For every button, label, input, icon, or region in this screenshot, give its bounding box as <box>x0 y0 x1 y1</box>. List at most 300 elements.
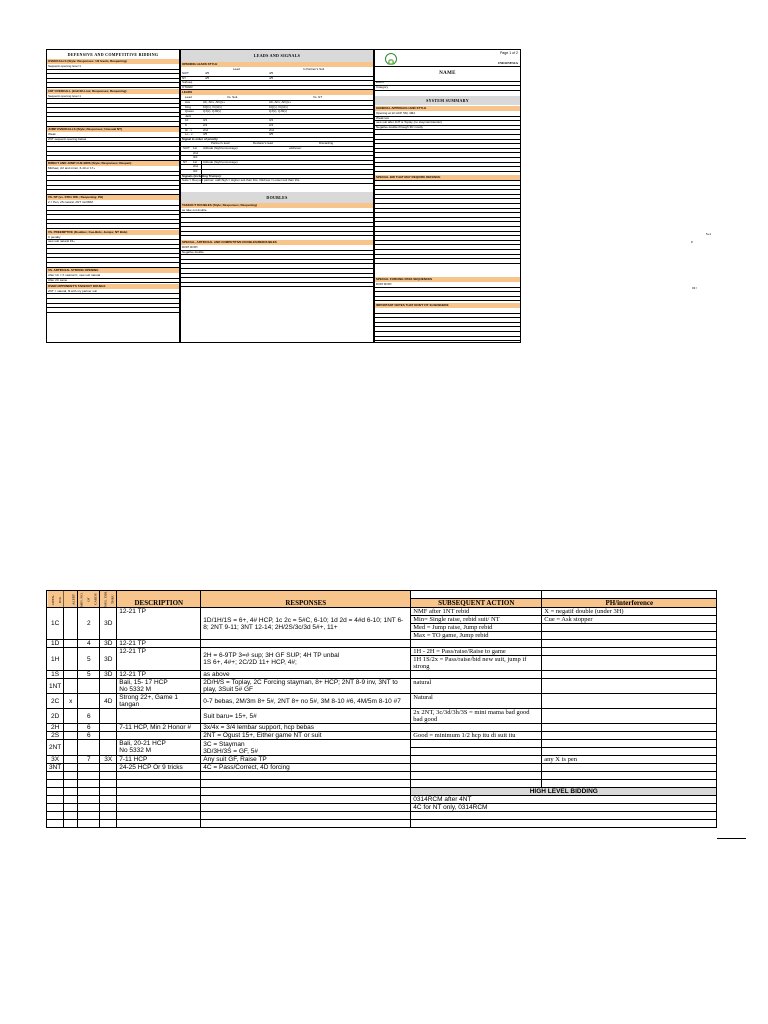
leads-vline <box>201 160 202 183</box>
neg-dbl-cell <box>100 740 117 756</box>
leads-row-label: 9 <box>185 123 187 127</box>
system-row <box>47 709 717 724</box>
blank-cell <box>47 804 64 812</box>
description-cell: Bali, 20-21 HCP No 5332 M <box>117 740 201 756</box>
high-level-line: 0314RCM after 4NT <box>411 796 717 804</box>
blank-cell <box>47 788 64 796</box>
col-responses: RESPONSES <box>201 591 411 608</box>
neg-dbl-cell: 3D <box>100 608 117 640</box>
leads-row-label: Queen <box>185 109 195 114</box>
leads-row-nt: 2/4 <box>269 123 274 127</box>
general-approach-header: GENERAL APPROACH AND STYLE <box>375 106 520 111</box>
section-line: After 2C same <box>47 278 179 284</box>
important-notes-header: IMPORTANT NOTES THAT DON'T FIT ELSEWHERE <box>375 303 520 308</box>
blank-cell <box>64 788 78 796</box>
opening-cell: 2S <box>47 732 64 740</box>
leads-header: LEADS <box>181 90 373 95</box>
alert-cell <box>64 724 78 732</box>
special-bids-header: SPECIAL BID THAT MAY REQUIRE DEFENCE <box>375 175 520 180</box>
system-row <box>47 679 717 694</box>
interference-cell <box>542 671 717 679</box>
responses-cell: 2D/H/S = Toplay, 2C Forcing stayman, 8+ HCP; 2NT 8-9 inv, 3NT to play, 3Suit 5# GF <box>201 679 411 694</box>
section-header: 1NT OVERCALL (2nd/4th Live; Responses; Reopening) <box>47 89 179 94</box>
leads-row-nt: 3/4 <box>269 118 274 123</box>
section-line: Sequenti opening level 1 <box>47 64 179 70</box>
blank-cell <box>542 772 717 780</box>
col-opening: OPEN-ING <box>47 591 64 608</box>
neg-dbl-cell <box>100 679 117 694</box>
responses-cell: 0-7 bebas, 2M/3m 8+ 5#, 2NT 8+ no 5#, 3M 8-10 #6, 4M/5m 8-10 #7 <box>201 694 411 709</box>
leads-col-nt: Vs. NT <box>313 95 323 100</box>
leads-row-suit: KQ(x), KQJ(x) <box>203 104 222 109</box>
subsequent-cell: Max = TO game, Jump rebid <box>411 632 542 640</box>
blank-cell <box>201 796 411 804</box>
description-cell: 7-11 HCP <box>117 756 201 764</box>
opening-cell: 2D <box>47 709 64 724</box>
lead-row-lead: 4/5 <box>205 71 210 75</box>
subsequent-cell <box>411 764 542 772</box>
leads-row-nt: KQ(x), KQJ(x) <box>269 104 288 109</box>
responses-cell: Suit baru= 15+, 5# <box>201 709 411 724</box>
system-row <box>47 608 717 616</box>
blank-cell <box>100 820 117 828</box>
leads-row-suit: 3/4 <box>203 118 208 123</box>
alert-cell <box>64 732 78 740</box>
responses-cell: 3x/4x = 3/4 lembar support, hcp bebas <box>201 724 411 732</box>
leads-col-lead: Lead <box>185 95 192 100</box>
high-level-row <box>47 820 717 828</box>
general-approach-line: Weak two <box>375 116 520 122</box>
min-cards-cell <box>78 694 100 709</box>
blank-cell <box>117 820 201 828</box>
col-interference: PH/interference <box>542 599 717 608</box>
neg-dbl-cell <box>100 724 117 732</box>
interference-cell <box>542 732 717 740</box>
signal-row-partner: Attitude (high=encourage) <box>203 146 238 150</box>
section-header: VS. ARTIFICIAL STRONG OPENING <box>47 268 179 273</box>
subsequent-cell: Min= Single raise, rebid suit/ NT <box>411 616 542 624</box>
opening-cell: 1C <box>47 608 64 640</box>
section-line: X penalty <box>47 235 179 241</box>
lead-col-header: Lead <box>233 67 240 71</box>
blank-cell <box>100 772 117 780</box>
system-row <box>47 671 717 679</box>
col-sub-top <box>411 591 542 599</box>
neg-dbl-cell: 3D <box>100 671 117 679</box>
section-header: DIRECT AND JUMP CUE BIDS (Style; Responses; Reopen) <box>47 161 179 166</box>
blank-cell <box>201 812 411 820</box>
blank-cell <box>100 812 117 820</box>
leads-row-label: King <box>185 104 192 109</box>
general-approach-line: Negative double through 3D mostly <box>375 125 520 131</box>
alert-cell <box>64 671 78 679</box>
alert-cell <box>64 756 78 764</box>
min-cards-cell <box>78 740 100 756</box>
opening-cell: 2NT <box>47 740 64 756</box>
blank-cell <box>201 780 411 788</box>
interference-cell <box>542 632 717 640</box>
responses-cell: 2H = 6-9TP 3=# sup; 3H GF SUP; 4H TP unbal 1S 6+, 4#+; 2C/2D 11+ HCP, 4#; <box>201 648 411 671</box>
alert-cell <box>64 764 78 772</box>
signals-trumps-text: Suits = Req suit partner: odd=high = Higher suit than this; Odd low = Lower suit than this <box>181 178 373 184</box>
margin-note-2: # <box>691 240 693 244</box>
blank-cell <box>411 780 542 788</box>
signal-row-label: 3rd <box>193 169 198 173</box>
defensive-bidding-panel <box>46 49 180 343</box>
blank-cell <box>78 804 100 812</box>
blank-cell <box>78 796 100 804</box>
defensive-bidding-title: DEFENSIVE AND COMPETITIVE BIDDING <box>47 52 179 58</box>
blank-cell <box>100 788 117 796</box>
interference-cell <box>542 764 717 772</box>
min-cards-cell: 2 <box>78 608 100 640</box>
opening-cell: 1H <box>47 648 64 671</box>
special-doubles-header: SPECIAL, ARTIFICIAL AND COMPETITIVE DOUBLES/REDOUBLES <box>181 240 373 245</box>
special-bids-line <box>375 258 520 264</box>
leads-row-label: 10 <box>185 118 189 123</box>
system-row <box>47 764 717 772</box>
interference-cell <box>542 624 717 632</box>
col-ph-top <box>542 591 717 599</box>
section-line: 2 = Pen, 2S natural, 2NT ron6MM <box>47 200 179 206</box>
category-field: Category <box>375 85 520 91</box>
description-cell: 12-21 TP <box>117 640 201 648</box>
system-row <box>47 648 717 656</box>
neg-dbl-cell: 3D <box>100 648 117 671</box>
min-cards-cell: 5 <box>78 671 100 679</box>
leads-row-label: Jack <box>185 113 192 118</box>
col-alert: ALERT <box>64 591 78 608</box>
forcing-pass-header: SPECIAL FORCING PASS SEQUENCES <box>375 277 520 282</box>
takeout-header: TAKEOUT DOUBLES (Style; Responses; Reopening) <box>181 203 373 208</box>
leads-row-label: Hi - x <box>185 127 192 132</box>
interference-cell <box>542 709 717 724</box>
min-cards-cell: 6 <box>78 724 100 732</box>
opening-leads-style-header: OPENING LEADS STYLE <box>181 62 373 67</box>
signal-row-label: 2nd <box>193 164 199 169</box>
forcing-pass-line <box>375 296 520 302</box>
leads-row-suit: 3/5 <box>203 132 208 137</box>
system-row <box>47 756 717 764</box>
lead-row-partner: 4/5 <box>269 75 274 80</box>
neg-dbl-cell <box>100 764 117 772</box>
section-line: After 1C = X natural C, new suit natural <box>47 273 179 279</box>
lead-row-label: Subseq. <box>182 80 194 85</box>
country-label: INDONESIA <box>498 61 518 65</box>
right-margin-line <box>717 838 746 839</box>
leads-row-label: Lo - x <box>185 132 193 137</box>
blank-cell <box>117 796 201 804</box>
signals-trumps-header: Signals (including Trumps): <box>181 174 373 180</box>
section-line <box>47 262 179 268</box>
opening-cell: 2H <box>47 724 64 732</box>
responses-cell <box>201 640 411 648</box>
leads-row-suit: QJ(x), QJ9(x) <box>203 109 221 114</box>
subsequent-cell: Med = Jump raise, Jump rebid <box>411 624 542 632</box>
high-level-row <box>47 804 717 812</box>
logo-icon <box>385 53 397 65</box>
min-cards-cell: 5 <box>78 648 100 671</box>
interference-cell <box>542 679 717 694</box>
signal-row-group: SUIT <box>183 146 190 150</box>
interference-cell: any X is pen <box>542 756 717 764</box>
blank-cell <box>78 812 100 820</box>
name-label: NAME <box>375 71 520 76</box>
leads-col-suit: Vs. Suit <box>227 95 238 100</box>
description-cell <box>117 709 201 724</box>
blank-cell <box>47 780 64 788</box>
neg-dbl-cell: 3D <box>100 640 117 648</box>
col-subsequent: SUBSEQUENT ACTION <box>411 599 542 608</box>
interference-cell <box>542 640 717 648</box>
interference-cell: Cue = Ask stopper <box>542 616 717 624</box>
interference-cell: X = negatif double (under 3H) <box>542 608 717 616</box>
min-cards-cell: 6 <box>78 732 100 740</box>
blank-cell <box>64 796 78 804</box>
col-min-cards: MIN. NO. OF CARDS <box>78 591 100 608</box>
leads-signals-title: LEADS AND SIGNALS <box>181 50 373 62</box>
signal-row-discard: odd/even <box>289 146 302 150</box>
description-cell: 7-11 HCP, Min 2 Honor # <box>117 724 201 732</box>
high-level-title-row <box>47 788 717 796</box>
blank-cell <box>47 812 64 820</box>
interference-cell <box>542 740 717 748</box>
system-row <box>47 724 717 732</box>
subsequent-cell: Good = minimum 1/2 hcp itu di suit itu <box>411 732 542 740</box>
special-doubles-line: Negative double <box>181 250 373 256</box>
margin-note-3: 03 / <box>692 286 698 290</box>
section-line <box>47 121 179 127</box>
general-approach-line: Opening at 12 HCP, 5M, 4M4 <box>375 111 520 117</box>
system-table-body <box>47 608 717 828</box>
subsequent-cell <box>411 640 542 648</box>
blank-cell <box>78 772 100 780</box>
signal-col-partner: Partner's lead <box>211 141 230 146</box>
blank-cell <box>201 772 411 780</box>
min-cards-cell: 7 <box>78 756 100 764</box>
responses-cell: 3C = Stayman 3D/3H/3S = GF, 5# <box>201 740 411 756</box>
system-row <box>47 694 717 709</box>
blank-cell <box>117 788 201 796</box>
takeout-line: as take out double <box>181 208 373 214</box>
blank-cell <box>47 796 64 804</box>
high-level-row <box>47 812 717 820</box>
alert-cell <box>64 709 78 724</box>
section-line <box>47 189 179 195</box>
col-neg-dbl: NEG. DBL THRU <box>100 591 117 608</box>
description-cell: 12-21 TP <box>117 648 201 671</box>
subsequent-cell <box>411 740 542 748</box>
subsequent-cell: 2x 2NT, 3c/3d/3h/3S = mini mama bad good bad good <box>411 709 542 724</box>
blank-cell <box>100 804 117 812</box>
blank-cell <box>411 772 542 780</box>
section-line: Weak <box>47 132 179 138</box>
system-row <box>47 732 717 740</box>
interference-cell <box>542 648 717 656</box>
blank-cell <box>117 812 201 820</box>
general-approach-line: new suit after 1NT is Toplay (no stayman/transfer) <box>375 120 520 126</box>
system-row <box>47 640 717 648</box>
leads-row-suit: 2nd <box>203 127 209 132</box>
leads-row-nt: 3/5 <box>269 132 274 137</box>
blank-row <box>47 772 717 780</box>
alert-cell <box>64 608 78 640</box>
signal-row-partner: Attitude (high=encourage) <box>203 159 238 164</box>
blank-cell <box>47 772 64 780</box>
subsequent-cell: natural <box>411 679 542 694</box>
section-line: Michael, ctrl and minor, 6-10 or 17+ <box>47 166 179 172</box>
description-cell: Strong 22+, Game 1 tangan <box>117 694 201 709</box>
blank-cell <box>78 820 100 828</box>
blank-cell <box>100 796 117 804</box>
subsequent-cell <box>411 748 542 756</box>
signal-row-label: 1st <box>193 146 198 150</box>
responses-cell: 4C = Pass/Correct, 4D forcing <box>201 764 411 772</box>
leads-row-suit: 2/4 <box>203 123 208 127</box>
responses-cell: 2NT = Ogust 15+, Either game NT or suit <box>201 732 411 740</box>
blank-cell <box>64 804 78 812</box>
description-cell: 12-21 TP <box>117 608 201 640</box>
opening-cell: 3X <box>47 756 64 764</box>
interference-cell <box>542 656 717 671</box>
alert-cell <box>64 648 78 671</box>
high-level-line: 4C for NT only, 0314RCM <box>411 804 717 812</box>
subsequent-cell <box>411 724 542 732</box>
lead-row-lead: 4/5 <box>205 75 210 80</box>
blank-cell <box>64 812 78 820</box>
system-row <box>47 740 717 748</box>
high-level-line <box>411 812 717 820</box>
description-cell: Bali, 15- 17 HCP No 5332 M <box>117 679 201 694</box>
leads-row-nt: 2nd <box>269 127 275 132</box>
blank-cell <box>201 788 411 796</box>
leads-row-suit: AK, AKx, AKQx+ <box>203 100 226 104</box>
subsequent-cell: 1H - 2H = Pass/raise/Raise to game <box>411 648 542 656</box>
responses-cell: as above <box>201 671 411 679</box>
alert-cell <box>64 679 78 694</box>
opening-cell: 2C <box>47 694 64 709</box>
leads-row-nt: QJ(x), QJ9(x) <box>269 109 287 114</box>
neg-dbl-cell <box>100 732 117 740</box>
neg-dbl-cell <box>100 709 117 724</box>
system-summary-panel <box>374 49 521 343</box>
lead-row-label: NT <box>182 75 186 80</box>
blank-cell <box>117 780 201 788</box>
subsequent-cell: Natural <box>411 694 542 709</box>
section-header: OVER OPPONENT'S TAKEOUT DOUBLE <box>47 284 179 289</box>
special-doubles-line: DOPI ROPI <box>181 245 373 251</box>
lead-row-label: SUIT <box>182 71 189 75</box>
min-cards-cell <box>78 679 100 694</box>
min-cards-cell: 6 <box>78 709 100 724</box>
neg-dbl-cell: 3X <box>100 756 117 764</box>
signal-row-label: 1st <box>193 159 198 164</box>
section-line: new suit natural 15+ <box>47 239 179 245</box>
interference-cell <box>542 748 717 756</box>
responses-cell: 1D/1H/1S = 6+, 4# HCP, 1c 2c = 5#C, 6-10; 1d 2d = 4#d 6-10; 1NT 6-8; 2NT 9-11; 3NT 12-14; 2H/2S/3c/3d 5#+, 11+ <box>201 608 411 640</box>
important-notes-line <box>375 336 520 342</box>
leads-row-label: Ace <box>185 100 191 104</box>
description-cell <box>117 732 201 740</box>
high-level-title: HIGH LEVEL BIDDING <box>411 788 717 796</box>
signal-col-discard: Discarding <box>319 141 334 146</box>
opening-cell: 3NT <box>47 764 64 772</box>
event-field: Event <box>375 80 520 86</box>
blank-cell <box>201 804 411 812</box>
blank-cell <box>64 780 78 788</box>
high-level-line <box>411 820 717 828</box>
lead-row-label: OTHER: <box>182 84 194 89</box>
blank-cell <box>117 804 201 812</box>
blank-row <box>47 780 717 788</box>
margin-note-1: 5+1 <box>706 232 712 236</box>
section-line <box>47 307 179 313</box>
blank-cell <box>542 780 717 788</box>
section-header: JUMP OVERCALLS (Style; Responses; Unusual NT) <box>47 127 179 132</box>
alert-cell: x <box>64 694 78 709</box>
high-level-row <box>47 796 717 804</box>
min-cards-cell: 4 <box>78 640 100 648</box>
interference-cell <box>542 724 717 732</box>
min-cards-cell <box>78 764 100 772</box>
subsequent-cell: 1H 1S/2x = Pass/raise/bid new suit, jump if strong <box>411 656 542 671</box>
lead-row-partner: 4/5 <box>269 71 274 75</box>
section-header: OVERCALLS (Style: Responses: 1/2 levels, Reopening) <box>47 59 179 64</box>
section-line: Sequenti opening level 1 <box>47 94 179 100</box>
special-doubles-line <box>181 282 373 288</box>
opening-cell: 1S <box>47 671 64 679</box>
col-description: DESCRIPTION <box>117 591 201 608</box>
interference-cell <box>542 694 717 709</box>
section-line <box>47 155 179 161</box>
page-number-1: Page 1 of 2 <box>500 51 518 55</box>
blank-cell <box>64 820 78 828</box>
signal-row-label: 3rd <box>193 155 198 160</box>
section-header: VS. NT (vs. STR./ WK.; Reopening; PH) <box>47 195 179 200</box>
responses-cell: Any suit GF, Raise TP <box>201 756 411 764</box>
section-line <box>47 223 179 229</box>
section-line: 2NT = natural, fit with my partner suit <box>47 289 179 295</box>
description-cell: 24-25 HCP Or 9 tricks <box>117 764 201 772</box>
partner-suit-col-header: In Partner's Suit <box>303 67 325 71</box>
signal-row-group: NT <box>183 159 187 164</box>
blank-cell <box>64 772 78 780</box>
opening-cell: 1D <box>47 640 64 648</box>
signal-col-declarer: Declarer's lead <box>253 141 273 146</box>
blank-cell <box>117 772 201 780</box>
alert-cell <box>64 740 78 756</box>
signal-row-label: 2nd <box>193 150 199 155</box>
forcing-pass-line: DOPI ROPI <box>375 282 520 288</box>
blank-cell <box>201 820 411 828</box>
alert-cell <box>64 640 78 648</box>
blank-cell <box>78 788 100 796</box>
doubles-title: DOUBLES <box>181 192 373 203</box>
section-line <box>47 82 179 88</box>
subsequent-cell: NMF after 1NT rebid <box>411 608 542 616</box>
signal-header: Signal in order of priority <box>181 137 373 143</box>
opening-cell: 1NT <box>47 679 64 694</box>
section-line: 2NT sequenti opening bebas <box>47 137 179 143</box>
leads-signals-panel <box>180 49 374 343</box>
description-cell: 12-21 TP <box>117 671 201 679</box>
blank-cell <box>100 780 117 788</box>
blank-cell <box>47 820 64 828</box>
blank-cell <box>78 780 100 788</box>
section-header: VS. PREEMPTIVE (Doubles; Cue-Bids; Jumps; NT Bids) <box>47 230 179 235</box>
subsequent-cell <box>411 671 542 679</box>
system-summary-title: SYSTEM SUMMARY <box>375 96 520 105</box>
